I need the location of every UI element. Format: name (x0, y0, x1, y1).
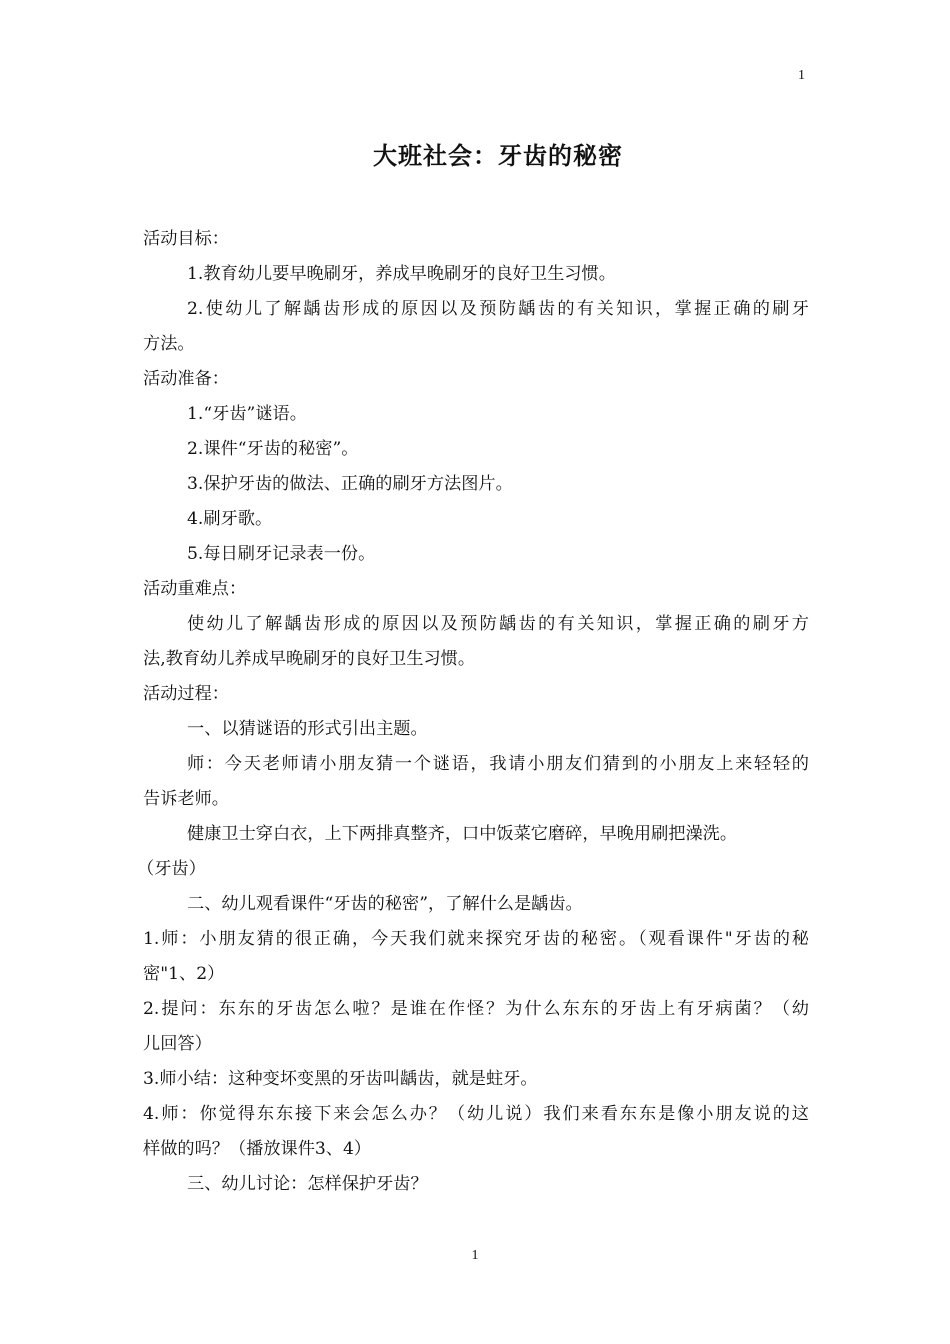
process-teacher-line-continued: 告诉老师。 (143, 789, 229, 809)
page-number-top: 1 (798, 68, 805, 83)
document-title: 大班社会：牙齿的秘密 (373, 142, 623, 170)
prep-item-4: 4.刷牙歌。 (187, 509, 273, 529)
process-2-item-4: 4.师：你觉得东东接下来会怎么办？（幼儿说）我们来看东东是像小朋友说的这 (143, 1104, 809, 1124)
process-2-item-2-continued: 儿回答） (143, 1034, 212, 1054)
section-heading-preparation: 活动准备： (143, 369, 229, 389)
goal-item-2: 2.使幼儿了解龋齿形成的原因以及预防龋齿的有关知识，掌握正确的刷牙 (187, 299, 809, 319)
key-points-text: 使幼儿了解龋齿形成的原因以及预防龋齿的有关知识，掌握正确的刷牙方 (187, 614, 809, 634)
process-step-2-heading: 二、幼儿观看课件“牙齿的秘密”，了解什么是龋齿。 (187, 894, 583, 914)
riddle-text: 健康卫士穿白衣，上下两排真整齐，口中饭菜它磨碎，早晚用刷把澡洗。 (187, 824, 738, 844)
prep-item-1: 1.“牙齿”谜语。 (187, 404, 307, 424)
process-step-3-heading: 三、幼儿讨论：怎样保护牙齿？ (187, 1174, 428, 1194)
goal-item-1: 1.教育幼儿要早晚刷牙，养成早晚刷牙的良好卫生习惯。 (187, 264, 616, 284)
process-2-item-1: 1.师：小朋友猜的很正确，今天我们就来探究牙齿的秘密。（观看课件"牙齿的秘 (143, 929, 809, 949)
process-2-item-2: 2.提问：东东的牙齿怎么啦？是谁在作怪？为什么东东的牙齿上有牙病菌？（幼 (143, 999, 809, 1019)
process-2-item-1-continued: 密"1、2） (143, 964, 225, 984)
prep-item-5: 5.每日刷牙记录表一份。 (187, 544, 376, 564)
riddle-answer: （牙齿） (137, 859, 206, 879)
process-2-item-3: 3.师小结：这种变坏变黑的牙齿叫龋齿，就是蛀牙。 (143, 1069, 538, 1089)
section-heading-goals: 活动目标： (143, 229, 229, 249)
page-number-bottom: 1 (471, 1248, 479, 1263)
section-heading-process: 活动过程： (143, 684, 229, 704)
prep-item-3: 3.保护牙齿的做法、正确的刷牙方法图片。 (187, 474, 513, 494)
prep-item-2: 2.课件“牙齿的秘密”。 (187, 439, 359, 459)
process-teacher-line: 师：今天老师请小朋友猜一个谜语，我请小朋友们猜到的小朋友上来轻轻的 (187, 754, 809, 774)
process-step-1-heading: 一、以猜谜语的形式引出主题。 (187, 719, 428, 739)
process-2-item-4-continued: 样做的吗？（播放课件3、4） (143, 1139, 372, 1159)
document-body (137, 222, 809, 1202)
key-points-text-continued: 法,教育幼儿养成早晚刷牙的良好卫生习惯。 (143, 649, 476, 669)
goal-item-2-continued: 方法。 (143, 334, 195, 354)
section-heading-key-points: 活动重难点： (143, 579, 247, 599)
